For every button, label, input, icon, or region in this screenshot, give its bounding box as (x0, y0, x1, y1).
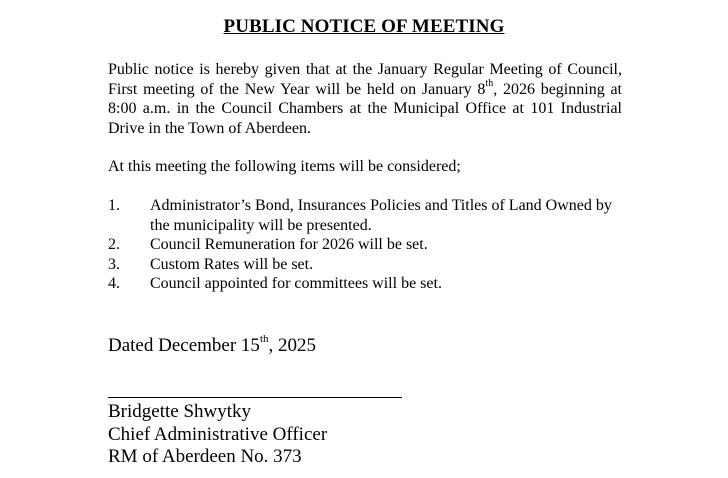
signatory-organization: RM of Aberdeen No. 373 (108, 446, 302, 467)
items-intro: At this meeting the following items will be considered; (108, 158, 461, 175)
notice-title: PUBLIC NOTICE OF MEETING (223, 16, 505, 37)
agenda-list (108, 196, 628, 294)
list-item-text: Administrator’s Bond, Insurances Policies and Titles of Land Owned by the municipality will be presented. (150, 197, 612, 234)
dated-text-end: , 2025 (268, 335, 316, 356)
list-item-text: Custom Rates will be set. (150, 255, 314, 273)
signatory-name: Bridgette Shwytky (108, 401, 252, 422)
list-item-text: Council Remuneration for 2026 will be set. (150, 236, 428, 253)
dated-text-start: Dated December 15 (108, 335, 260, 356)
notice-paragraph (108, 60, 622, 138)
dated-line (108, 332, 316, 357)
signatory-position: Chief Administrative Officer (108, 423, 328, 445)
paragraph-text-start: Public notice is hereby given that at the January Regular Meeting of Council, First meeting of the New Year will be held on January 8 (108, 61, 622, 98)
list-item-number: 1. (108, 197, 120, 214)
list-item (108, 255, 628, 275)
list-item-number: 3. (108, 255, 120, 273)
signature-block (108, 401, 327, 469)
list-item (108, 196, 628, 235)
dated-superscript: th (259, 332, 269, 345)
list-item-number: 4. (108, 275, 120, 292)
list-item-number: 2. (108, 236, 120, 253)
list-item-text: Council appointed for committees will be set. (150, 275, 442, 292)
list-item (108, 235, 628, 255)
paragraph-text-end: , 2026 beginning at 8:00 a.m. in the Council Chambers at the Municipal Office at 101 Industrial Drive in the Town of Aberdeen. (108, 80, 622, 137)
paragraph-superscript: th (485, 78, 494, 90)
list-item (108, 274, 628, 294)
signature-line (108, 397, 402, 398)
